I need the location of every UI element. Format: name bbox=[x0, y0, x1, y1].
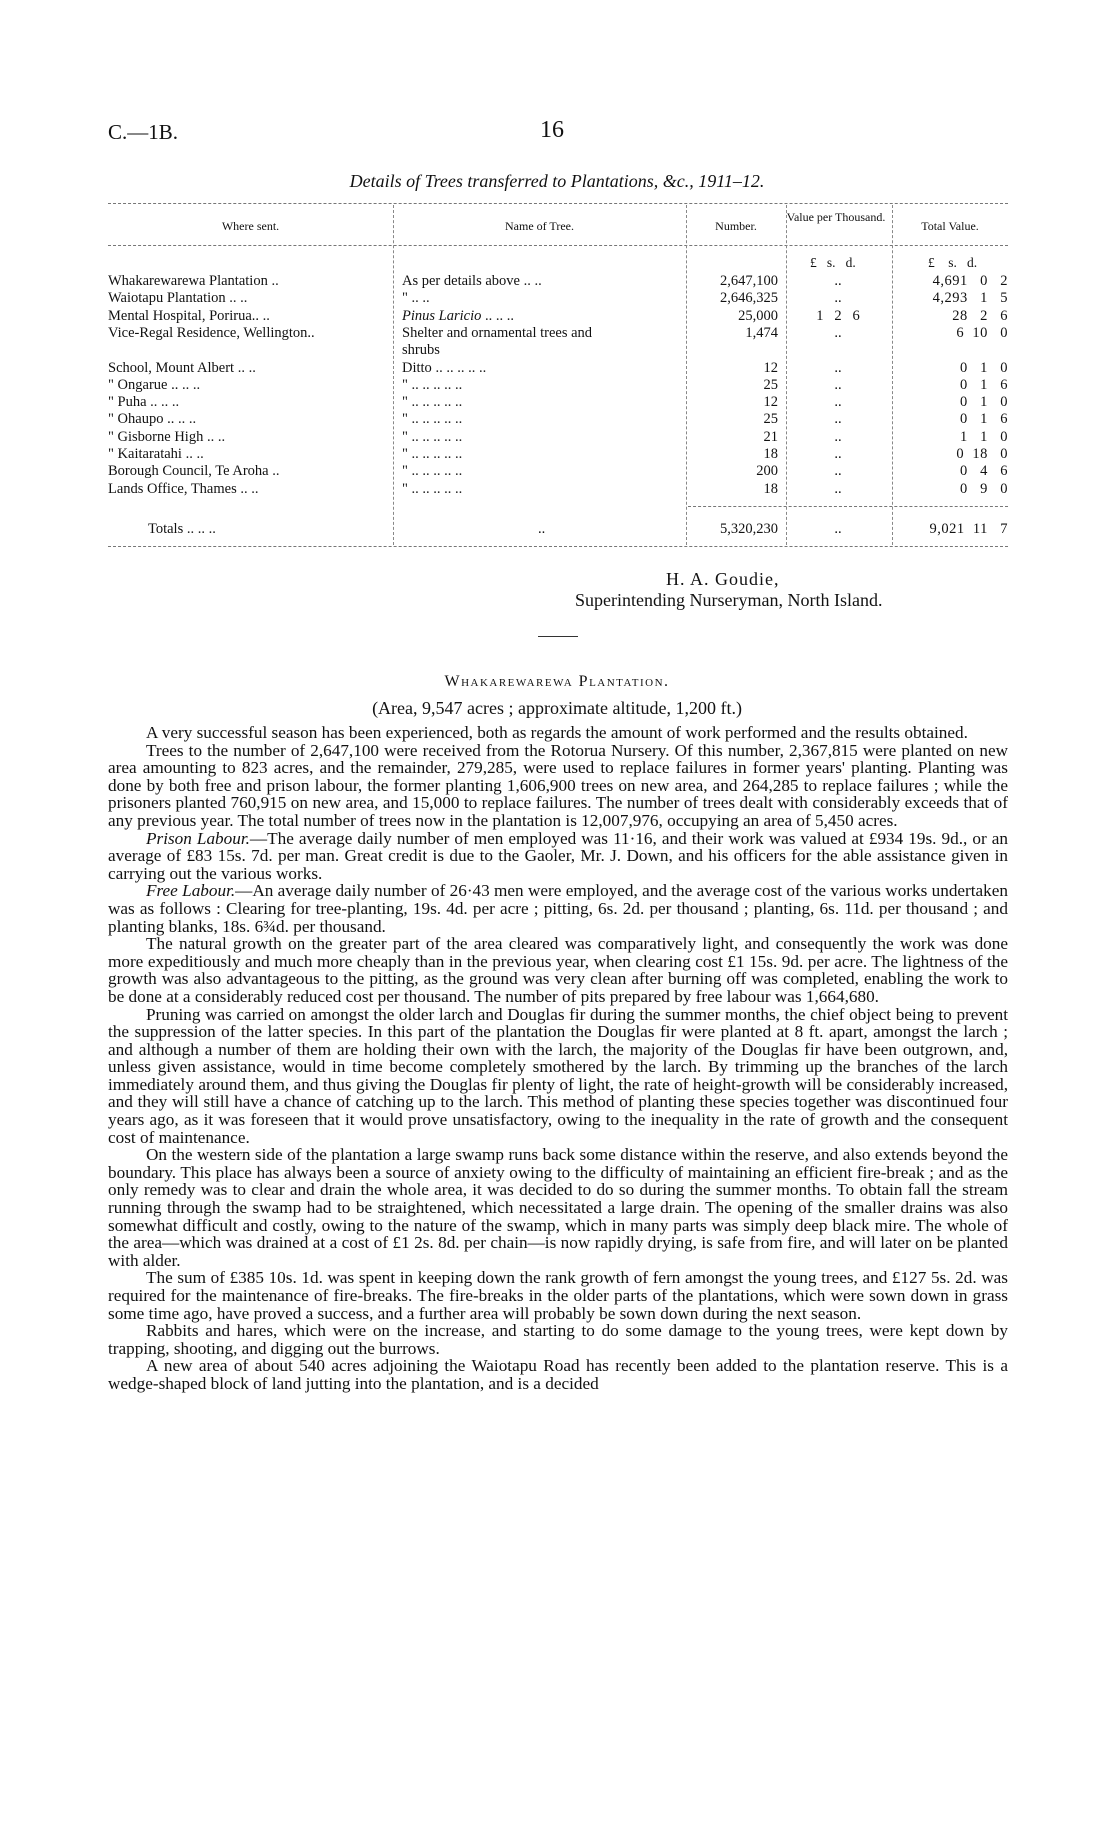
body-text bbox=[108, 724, 1008, 1393]
cell-tree-name: " .. .. .. .. .. bbox=[402, 480, 463, 497]
paragraph-text: Trees to the number of 2,647,100 were received from the Rotorua Nursery. Of this number, 2,367,815 were planted on new area amounting to 823 acres, and the remainder, 279,285, were used to replace failures in former years' planting. Planting was done by both free and prison labour, the former planting 1,606,900 trees on new area, and 264,285 to replace failures ; while the prisoners planted 760,915 on new area, and 15,000 to replace failures. The number of trees dealt with considerably exceeds that of any previous year. The total number of trees now in the plantation is 12,007,976, occupying an area of 5,450 acres. bbox=[108, 740, 1008, 830]
page-number: 16 bbox=[540, 117, 564, 143]
paragraph bbox=[108, 935, 1008, 1005]
cell-tree-name: Shelter and ornamental trees and bbox=[402, 324, 593, 341]
cell-total-value: 6 10 0 bbox=[956, 324, 1008, 341]
cell-total-value: 4,691 0 2 bbox=[932, 273, 1008, 289]
cell-value-per-thousand: .. bbox=[834, 480, 842, 497]
table-row bbox=[108, 325, 1008, 342]
table-row bbox=[108, 308, 1008, 325]
cell-total-value: 0 1 0 bbox=[960, 394, 1008, 411]
cell-where: " Puha .. .. .. bbox=[108, 394, 180, 411]
cell-tree-name: " .. .. .. .. .. bbox=[402, 463, 463, 480]
table-row bbox=[108, 290, 1008, 307]
header-where: Where sent. bbox=[221, 219, 280, 233]
paragraph-text: Pruning was carried on amongst the older larch and Douglas fir during the summer months, the chief object being to prevent the suppression of the latter species. In this part of the plantation the Douglas fir were planted at 8 ft. apart, amongst the larch ; and although a number of them are holding their own with the larch, the majority of the Douglas fir have been outgrown, and, unless given assistance, would in time become completely smothered by the larch. By trimming up the branches of the larch immediately around them, and thus giving the Douglas fir plenty of light, the rate of height-growth will be considerably increased, and they will still have a chance of catching up to the larch. This method of planting these species together was discontinued four years ago, as it was foreseen that it would prove unsatisfactory, owing to the inequality in the rate of growth and the consequent cost of maintenance. bbox=[108, 1004, 1008, 1147]
cell-where: Lands Office, Thames .. .. bbox=[108, 480, 259, 497]
table-row bbox=[108, 377, 1008, 394]
paragraph-text: Rabbits and hares, which were on the increase, and starting to do some damage to the young trees, were kept down by trapping, shooting, and digging out the burrows. bbox=[108, 1321, 1008, 1358]
currency-total: £ s. d. bbox=[928, 255, 978, 270]
cell-where: " Ohaupo .. .. .. bbox=[108, 411, 197, 428]
cell-where: Whakarewarewa Plantation .. bbox=[108, 273, 279, 289]
cell-value-per-thousand: .. bbox=[834, 359, 842, 376]
totals-label: Totals .. .. .. bbox=[148, 521, 216, 537]
cell-total-value: 0 1 6 bbox=[960, 411, 1008, 428]
paragraph bbox=[108, 830, 1008, 883]
totals-name-dots: .. bbox=[538, 521, 546, 537]
cell-value-per-thousand: .. bbox=[834, 324, 842, 341]
currency-value: £ s. d. bbox=[810, 255, 856, 270]
cell-value-per-thousand: .. bbox=[834, 290, 842, 307]
cell-tree-name: " .. .. .. .. .. bbox=[402, 411, 463, 428]
cell-total-value: 28 2 6 bbox=[952, 307, 1008, 324]
cell-number: 12 bbox=[763, 359, 778, 376]
header-total: Total Value. bbox=[921, 219, 979, 233]
header-value: Value per Thousand. bbox=[786, 210, 886, 224]
header-number: Number. bbox=[715, 219, 757, 233]
cell-where: " Gisborne High .. .. bbox=[108, 428, 226, 445]
table-row bbox=[108, 446, 1008, 463]
paragraph-text: A new area of about 540 acres adjoining the Waiotapu Road has recently been added to the plantation reserve. This is a wedge-shaped block of land jutting into the plantation, and is a decided bbox=[108, 1356, 1008, 1393]
section-divider bbox=[538, 636, 578, 637]
cell-number: 200 bbox=[756, 463, 778, 480]
totals-number: 5,320,230 bbox=[720, 521, 778, 537]
totals-rule bbox=[688, 506, 1008, 507]
totals-total: 9,021 11 7 bbox=[929, 521, 1008, 537]
table-row bbox=[108, 342, 1008, 359]
cell-value-per-thousand: .. bbox=[834, 273, 842, 289]
paragraph-lead: Free Labour. bbox=[146, 881, 236, 901]
paragraph-text: On the western side of the plantation a large swamp runs back some distance within the reserve, and also extends beyond the boundary. This place has always been a source of anxiety owing to the difficulty of maintaining an efficient fire-break ; and as the only remedy was to clear and drain the whole area, it was decided to do so during the summer months. To obtain fall the stream running through the swamp had to be straightened, which necessitated a large drain. The opening of the smaller drains was also somewhat difficult and costly, owing to the nature of the swamp, which in many parts was simply deep black mire. The whole of the area—which was drained at a cost of £1 2s. 8d. per chain—is now rapidly drying, is safe from fire, and will later on be planted with alder. bbox=[108, 1145, 1008, 1270]
paragraph-text: —The average daily number of men employed was 11·16, and their work was valued at £934 19s. 9d., or an average of £83 15s. 7d. per man. Great credit is due to the Gaoler, Mr. J. Down, and his officers for the able assistance given in carrying out the various works. bbox=[108, 828, 1008, 883]
paragraph-lead: Prison Labour. bbox=[146, 828, 250, 848]
cell-total-value: 0 1 6 bbox=[960, 376, 1008, 393]
paragraph bbox=[108, 1357, 1008, 1392]
cell-value-per-thousand: 1 2 6 bbox=[816, 307, 860, 324]
cell-where: " Kaitaratahi .. .. bbox=[108, 446, 204, 462]
table-row bbox=[108, 429, 1008, 446]
table-bottom-rule bbox=[108, 546, 1008, 547]
cell-number: 2,646,325 bbox=[720, 290, 778, 307]
cell-number: 1,474 bbox=[745, 324, 778, 341]
table-caption: Details of Trees transferred to Plantations, &c., 1911–12. bbox=[349, 171, 765, 191]
cell-tree-name: shrubs bbox=[402, 342, 440, 359]
cell-tree-name: As per details above .. .. bbox=[402, 273, 542, 289]
cell-number: 25 bbox=[763, 411, 778, 428]
cell-number: 18 bbox=[763, 480, 778, 497]
paragraph-text: —An average daily number of 26·43 men were employed, and the average cost of the various works undertaken was as follows : Clearing for tree-planting, 19s. 4d. per acre ; pitting, 6s. 2d. per thousand ; planting, 6s. 11d. per thousand ; and planting blanks, 18s. 6¾d. per thousand. bbox=[108, 881, 1008, 936]
cell-where: School, Mount Albert .. .. bbox=[108, 359, 256, 376]
cell-number: 21 bbox=[763, 428, 778, 445]
cell-total-value: 0 1 0 bbox=[960, 359, 1008, 376]
cell-tree-name: Ditto .. .. .. .. .. bbox=[402, 359, 487, 376]
cell-total-value: 1 1 0 bbox=[960, 428, 1008, 445]
cell-value-per-thousand: .. bbox=[834, 411, 842, 428]
signature-title: Superintending Nurseryman, North Island. bbox=[575, 590, 883, 610]
cell-number: 12 bbox=[763, 394, 778, 411]
cell-tree-name: " .. .. .. .. .. bbox=[402, 376, 463, 393]
table-row bbox=[108, 481, 1008, 498]
cell-total-value: 0 18 0 bbox=[956, 446, 1008, 462]
cell-number: 25 bbox=[763, 376, 778, 393]
table-row bbox=[108, 360, 1008, 377]
paragraph bbox=[108, 1146, 1008, 1269]
paragraph bbox=[108, 882, 1008, 935]
cell-value-per-thousand: .. bbox=[834, 463, 842, 480]
header-name: Name of Tree. bbox=[505, 219, 574, 233]
paragraph-text: A very successful season has been experienced, both as regards the amount of work performed and the results obtained. bbox=[146, 723, 968, 742]
cell-tree-name: " .. .. .. .. .. bbox=[402, 428, 463, 445]
table-row bbox=[108, 273, 1008, 290]
paragraph bbox=[108, 1006, 1008, 1147]
paragraph-text: The sum of £385 10s. 1d. was spent in keeping down the rank growth of fern amongst the young trees, and £127 5s. 2d. was required for the maintenance of fire-breaks. The fire-breaks in the older parts of the plantations, which were sown down in grass some time ago, have proved a success, and a further area will probably be sown down during the next season. bbox=[108, 1268, 1008, 1323]
cell-where: Waiotapu Plantation .. .. bbox=[108, 290, 248, 307]
cell-tree-name: " .. .. .. .. .. bbox=[402, 394, 463, 411]
totals-value: .. bbox=[834, 521, 842, 537]
paragraph bbox=[108, 1322, 1008, 1357]
document-code: C.—1B. bbox=[108, 120, 179, 144]
paragraph bbox=[108, 1269, 1008, 1322]
table-header-rule bbox=[108, 245, 1008, 246]
paragraph-text: The natural growth on the greater part of the area cleared was comparatively light, and consequently the work was done more expeditiously and much more cheaply than in the previous year, when clearing cost £1 15s. 9d. per acre. The lightness of the growth was also advantageous to the pitting, as the ground was very clean after burning off was completed, enabling the work to be done at a considerably reduced cost per thousand. The number of pits prepared by free labour was 1,664,680. bbox=[108, 934, 1008, 1006]
cell-where: Borough Council, Te Aroha .. bbox=[108, 463, 280, 480]
cell-number: 2,647,100 bbox=[720, 273, 778, 289]
cell-total-value: 0 9 0 bbox=[960, 480, 1008, 497]
cell-tree-name: " .. .. bbox=[402, 290, 430, 307]
cell-number: 18 bbox=[763, 446, 778, 462]
cell-total-value: 4,293 1 5 bbox=[932, 290, 1008, 307]
cell-tree-name: " .. .. .. .. .. bbox=[402, 446, 463, 462]
cell-value-per-thousand: .. bbox=[834, 446, 842, 462]
cell-where: Mental Hospital, Porirua.. .. bbox=[108, 307, 270, 324]
cell-tree-name: Pinus Laricio .. .. .. bbox=[402, 307, 514, 324]
cell-value-per-thousand: .. bbox=[834, 428, 842, 445]
section-subtitle: (Area, 9,547 acres ; approximate altitude, 1,200 ft.) bbox=[372, 698, 742, 718]
table-row bbox=[108, 463, 1008, 480]
cell-value-per-thousand: .. bbox=[834, 394, 842, 411]
paragraph bbox=[108, 724, 1008, 742]
signature-name: H. A. Goudie, bbox=[666, 569, 780, 589]
table-top-rule bbox=[108, 203, 1008, 204]
cell-value-per-thousand: .. bbox=[834, 376, 842, 393]
cell-total-value: 0 4 6 bbox=[960, 463, 1008, 480]
section-title: Whakarewarewa Plantation. bbox=[444, 673, 670, 690]
paragraph bbox=[108, 742, 1008, 830]
table-row bbox=[108, 394, 1008, 411]
table-row bbox=[108, 411, 1008, 428]
cell-where: Vice-Regal Residence, Wellington.. bbox=[108, 324, 315, 341]
cell-where: " Ongarue .. .. .. bbox=[108, 376, 201, 393]
cell-number: 25,000 bbox=[738, 307, 778, 324]
totals-row bbox=[108, 521, 1008, 538]
